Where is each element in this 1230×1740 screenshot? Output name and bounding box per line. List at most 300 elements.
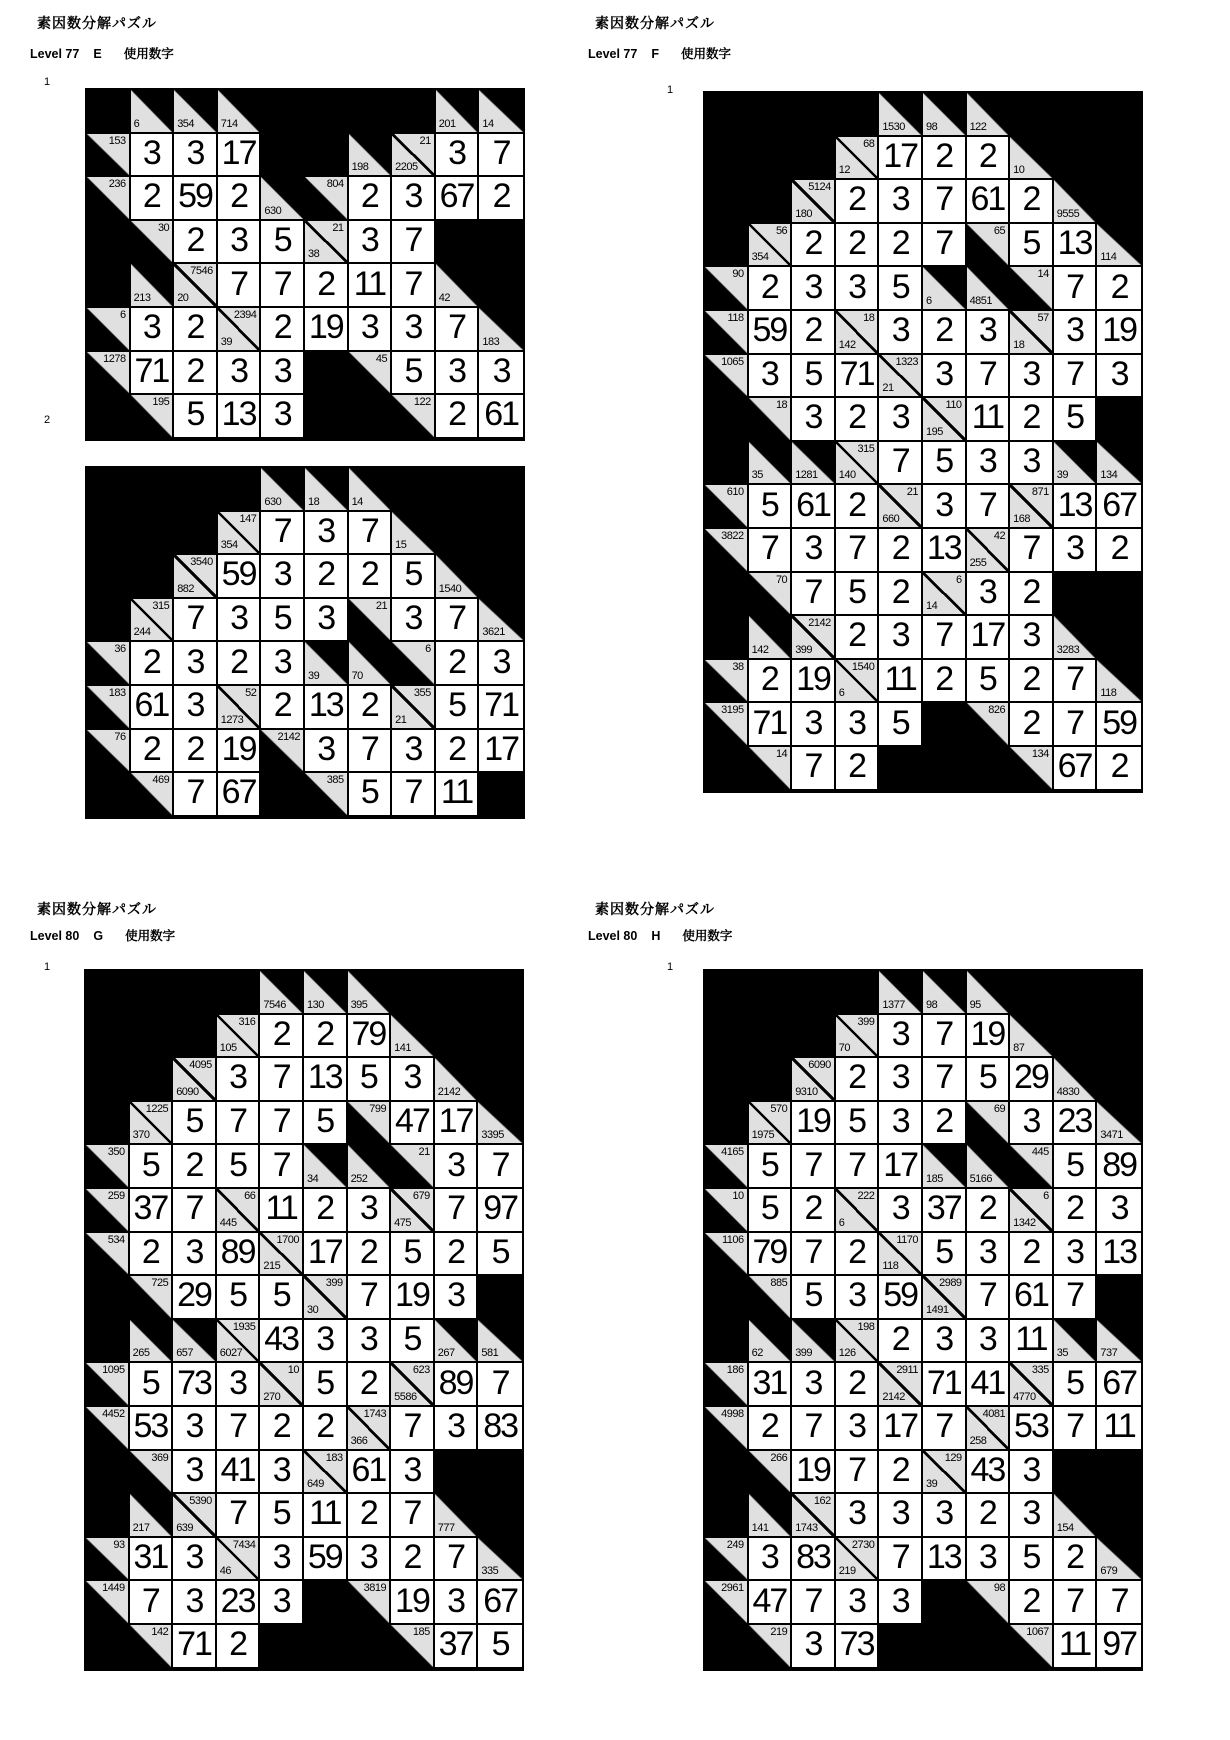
answer-cell [1010, 1102, 1054, 1146]
down-product-clue: 87 [1013, 1042, 1025, 1055]
answer-cell [792, 355, 836, 399]
clue-cell [923, 93, 967, 137]
clue-cell [391, 1363, 435, 1407]
answer-cell [836, 355, 880, 399]
answer-cell [173, 1538, 217, 1582]
answer-value: 3 [804, 703, 822, 742]
down-product-clue: 1975 [751, 1129, 775, 1142]
across-product-clue: 21 [418, 1146, 430, 1159]
answer-cell [967, 1189, 1011, 1233]
black-cell [86, 1451, 130, 1495]
answer-value: 3 [1022, 1494, 1040, 1533]
answer-cell [1054, 398, 1098, 442]
black-cell [87, 90, 131, 134]
clue-cell [705, 1233, 749, 1277]
answer-cell [436, 773, 480, 817]
answer-value: 3 [492, 351, 510, 390]
answer-cell [1097, 267, 1141, 311]
answer-cell [1097, 355, 1141, 399]
answer-cell [923, 311, 967, 355]
answer-value: 7 [804, 1581, 822, 1620]
answer-cell [879, 1102, 923, 1146]
black-cell [260, 1625, 304, 1669]
clue-cell [435, 1058, 479, 1102]
answer-cell [879, 311, 923, 355]
answer-value: 7 [1110, 1581, 1128, 1620]
black-cell [792, 137, 836, 181]
answer-value: 5 [404, 555, 422, 594]
answer-cell [305, 555, 349, 599]
clue-cell [749, 747, 793, 791]
answer-cell [967, 442, 1011, 486]
clue-cell [87, 308, 131, 352]
answer-cell [967, 1320, 1011, 1364]
answer-value: 3 [848, 267, 866, 306]
answer-value: 5 [229, 1276, 247, 1315]
black-cell [86, 1494, 130, 1538]
down-product-clue: 255 [969, 556, 987, 569]
across-product-clue: 335 [1031, 1364, 1049, 1377]
answer-cell [174, 134, 218, 178]
answer-value: 3 [142, 308, 160, 347]
across-product-clue: 219 [770, 1625, 788, 1638]
answer-cell [304, 1015, 348, 1059]
answer-value: 2 [804, 224, 822, 263]
down-product-clue: 38 [307, 248, 320, 261]
black-cell [1054, 971, 1098, 1015]
puzzle-grid-g [84, 969, 524, 1671]
answer-value: 7 [848, 529, 866, 568]
answer-cell [1054, 1363, 1098, 1407]
answer-value: 97 [483, 1189, 518, 1228]
answer-value: 2 [448, 729, 465, 768]
answer-value: 3 [273, 395, 291, 434]
answer-cell [217, 1451, 261, 1495]
across-product-clue: 122 [413, 396, 431, 409]
answer-value: 3 [230, 351, 248, 390]
answer-value: 2 [141, 1232, 159, 1271]
answer-cell [923, 1407, 967, 1451]
black-cell [86, 1320, 130, 1364]
clue-cell [130, 1625, 174, 1669]
clue-cell [479, 308, 523, 352]
clue-cell [391, 1625, 435, 1669]
answer-value: 3 [935, 354, 953, 393]
clue-cell [392, 686, 436, 730]
answer-value: 3 [978, 1232, 996, 1271]
answer-cell [304, 1407, 348, 1451]
answer-value: 3 [272, 1450, 290, 1489]
black-cell [86, 1276, 130, 1320]
answer-cell [967, 1494, 1011, 1538]
answer-value: 67 [483, 1581, 518, 1620]
answer-cell [478, 1625, 522, 1669]
down-product-clue: 737 [1100, 1347, 1118, 1360]
answer-cell [923, 1320, 967, 1364]
clue-cell [749, 1320, 793, 1364]
down-product-clue: 258 [969, 1434, 987, 1447]
answer-cell [218, 221, 262, 265]
answer-value: 7 [141, 1581, 159, 1620]
down-product-clue: 154 [1056, 1521, 1074, 1534]
black-cell [130, 1015, 174, 1059]
answer-value: 3 [448, 133, 465, 172]
down-product-clue: 3471 [1100, 1129, 1123, 1142]
across-product-clue: 3540 [190, 556, 213, 569]
answer-value: 3 [447, 1145, 464, 1184]
answer-value: 5 [760, 485, 778, 524]
down-product-clue: 126 [838, 1347, 856, 1360]
across-product-clue: 725 [151, 1277, 169, 1290]
answer-cell [836, 1363, 880, 1407]
answer-cell [131, 642, 175, 686]
answer-cell [436, 395, 480, 439]
across-product-clue: 1106 [721, 1233, 744, 1246]
answer-value: 2 [142, 642, 160, 681]
across-product-clue: 2142 [277, 730, 300, 743]
across-product-clue: 885 [770, 1277, 788, 1290]
across-product-clue: 65 [993, 224, 1006, 237]
answer-cell [435, 1233, 479, 1277]
black-cell [1097, 1494, 1141, 1538]
black-cell [130, 1058, 174, 1102]
clue-cell [923, 398, 967, 442]
answer-cell [1010, 1494, 1054, 1538]
section-subtitle [30, 926, 175, 944]
down-product-clue: 6 [925, 294, 932, 307]
clue-cell [705, 1189, 749, 1233]
answer-value: 7 [935, 1014, 953, 1053]
black-cell [261, 134, 305, 178]
down-product-clue: 30 [306, 1303, 319, 1316]
across-product-clue: 6 [1043, 1189, 1049, 1202]
answer-cell [478, 1363, 522, 1407]
answer-cell [1097, 311, 1141, 355]
answer-cell [1097, 1233, 1141, 1277]
across-product-clue: 6 [955, 573, 962, 586]
across-product-clue: 1935 [232, 1320, 256, 1333]
black-cell [479, 512, 523, 556]
answer-cell [923, 1058, 967, 1102]
answer-value: 3 [891, 311, 909, 350]
answer-value: 5 [978, 660, 996, 699]
answer-cell [792, 1538, 836, 1582]
answer-cell [1054, 1625, 1098, 1669]
answer-value: 67 [1057, 747, 1092, 786]
answer-cell [218, 395, 262, 439]
answer-cell [749, 267, 793, 311]
answer-value: 19 [1102, 311, 1137, 350]
answer-cell [305, 308, 349, 352]
answer-cell [173, 1451, 217, 1495]
across-product-clue: 399 [857, 1015, 875, 1028]
answer-value: 19 [308, 308, 343, 347]
answer-cell [749, 1581, 793, 1625]
down-product-clue: 39 [307, 669, 320, 682]
answer-cell [749, 355, 793, 399]
answer-cell [836, 1145, 880, 1189]
black-cell [792, 93, 836, 137]
down-product-clue: 270 [263, 1390, 281, 1403]
answer-value: 11 [884, 660, 916, 699]
clue-cell [1097, 660, 1141, 704]
answer-value: 19 [395, 1276, 429, 1315]
answer-cell [130, 1581, 174, 1625]
down-product-clue: 639 [176, 1521, 194, 1534]
answer-cell [967, 1538, 1011, 1582]
answer-value: 5 [403, 1320, 421, 1359]
clue-cell [348, 1581, 392, 1625]
answer-cell [1097, 1625, 1141, 1669]
clue-cell [705, 311, 749, 355]
answer-cell [218, 773, 262, 817]
clue-cell [705, 355, 749, 399]
answer-value: 3 [316, 1320, 334, 1359]
answer-cell [923, 1015, 967, 1059]
answer-value: 13 [1057, 485, 1092, 524]
answer-value: 11 [353, 264, 385, 303]
answer-cell [1054, 485, 1098, 529]
answer-cell [836, 267, 880, 311]
black-cell [705, 1058, 749, 1102]
answer-cell [305, 512, 349, 556]
clue-cell [478, 1538, 522, 1582]
clue-cell [260, 971, 304, 1015]
clue-cell [879, 355, 923, 399]
black-cell [479, 221, 523, 265]
down-product-clue: 95 [969, 998, 981, 1011]
answer-value: 13 [308, 686, 343, 725]
puzzle-number: 2 [44, 414, 51, 426]
answer-cell [1010, 1451, 1054, 1495]
answer-cell [304, 1494, 348, 1538]
answer-value: 2 [848, 747, 866, 786]
answer-cell [1054, 1189, 1098, 1233]
answer-cell [392, 177, 436, 221]
answer-value: 7 [448, 308, 465, 347]
answer-value: 5 [185, 1102, 203, 1141]
clue-cell [173, 1058, 217, 1102]
black-cell [305, 395, 349, 439]
answer-value: 2 [317, 264, 335, 303]
down-product-clue: 649 [306, 1478, 324, 1491]
answer-value: 7 [1066, 1581, 1083, 1620]
answer-cell [479, 134, 523, 178]
answer-cell [923, 1233, 967, 1277]
across-product-clue: 316 [238, 1015, 256, 1028]
across-product-clue: 679 [412, 1189, 430, 1202]
answer-cell [260, 1451, 304, 1495]
answer-cell [1010, 398, 1054, 442]
black-cell [86, 971, 130, 1015]
across-product-clue: 315 [857, 442, 875, 455]
black-cell [435, 1015, 479, 1059]
answer-cell [349, 221, 393, 265]
answer-value: 7 [403, 1494, 421, 1533]
clue-cell [218, 90, 262, 134]
answer-cell [1097, 1407, 1141, 1451]
answer-value: 83 [796, 1538, 830, 1577]
answer-value: 67 [221, 773, 256, 812]
answer-value: 7 [404, 773, 422, 812]
across-product-clue: 7546 [190, 265, 213, 278]
down-product-clue: 6 [133, 117, 140, 130]
clue-cell [705, 1145, 749, 1189]
black-cell [705, 180, 749, 224]
black-cell [749, 93, 793, 137]
answer-value: 7 [360, 729, 378, 768]
answer-cell [967, 355, 1011, 399]
answer-value: 2 [359, 1494, 377, 1533]
answer-cell [792, 1145, 836, 1189]
answer-cell [173, 1625, 217, 1669]
puzzle-number: 1 [44, 961, 51, 973]
across-product-clue: 93 [113, 1538, 125, 1551]
across-product-clue: 90 [732, 268, 744, 281]
clue-cell [1097, 442, 1141, 486]
answer-value: 2 [804, 1189, 822, 1228]
down-product-clue: 354 [177, 117, 195, 130]
across-product-clue: 69 [993, 1102, 1006, 1115]
black-cell [705, 137, 749, 181]
answer-cell [836, 1276, 880, 1320]
black-cell [392, 90, 436, 134]
answer-cell [260, 1494, 304, 1538]
clue-cell [87, 686, 131, 730]
answer-value: 2 [935, 311, 953, 350]
black-cell [261, 90, 305, 134]
answer-value: 3 [185, 1538, 203, 1577]
down-product-clue: 335 [481, 1565, 499, 1578]
answer-value: 3 [230, 221, 248, 260]
answer-value: 5 [186, 395, 204, 434]
answer-cell [923, 137, 967, 181]
answer-cell [1054, 703, 1098, 747]
answer-value: 17 [484, 729, 519, 768]
clue-cell [1054, 180, 1098, 224]
clue-cell [391, 1145, 435, 1189]
answer-value: 3 [978, 1538, 996, 1577]
across-product-clue: 198 [857, 1320, 875, 1333]
answer-cell [792, 1581, 836, 1625]
answer-cell [1010, 355, 1054, 399]
clue-cell [131, 264, 175, 308]
answer-cell [967, 660, 1011, 704]
answer-value: 7 [229, 1494, 247, 1533]
across-product-clue: 445 [1031, 1146, 1049, 1159]
answer-value: 2 [848, 1232, 866, 1271]
answer-value: 13 [1102, 1232, 1137, 1271]
clue-cell [478, 1102, 522, 1146]
answer-value: 2 [185, 1145, 203, 1184]
across-product-clue: 6 [425, 643, 431, 656]
black-cell [173, 971, 217, 1015]
answer-value: 11 [1103, 1407, 1135, 1446]
black-cell [1097, 971, 1141, 1015]
answer-cell [1097, 485, 1141, 529]
down-product-clue: 252 [350, 1172, 368, 1185]
black-cell [479, 773, 523, 817]
answer-value: 5 [272, 1276, 290, 1315]
answer-cell [261, 308, 305, 352]
across-product-clue: 399 [325, 1277, 343, 1290]
black-cell [174, 512, 218, 556]
black-cell [86, 1015, 130, 1059]
answer-cell [173, 1581, 217, 1625]
answer-cell [836, 703, 880, 747]
across-product-clue: 36 [114, 643, 126, 656]
across-product-clue: 222 [857, 1189, 875, 1202]
across-product-clue: 1540 [851, 660, 875, 673]
answer-cell [967, 180, 1011, 224]
black-cell [478, 1015, 522, 1059]
answer-cell [305, 730, 349, 774]
answer-value: 3 [448, 351, 465, 390]
across-product-clue: 18 [775, 399, 788, 412]
answer-value: 11 [265, 1189, 297, 1228]
answer-value: 7 [272, 1058, 290, 1097]
answer-cell [436, 686, 480, 730]
answer-value: 5 [1066, 398, 1083, 437]
clue-cell [836, 311, 880, 355]
down-product-clue: 265 [132, 1347, 150, 1360]
clue-cell [879, 93, 923, 137]
answer-value: 11 [1058, 1625, 1091, 1664]
answer-cell [879, 1145, 923, 1189]
answer-cell [348, 1494, 392, 1538]
clue-cell [130, 1276, 174, 1320]
answer-cell [792, 398, 836, 442]
answer-value: 7 [185, 1189, 203, 1228]
down-product-clue: 1540 [438, 582, 462, 595]
answer-cell [173, 1102, 217, 1146]
clue-cell [836, 442, 880, 486]
black-cell [87, 468, 131, 512]
answer-value: 2 [935, 660, 953, 699]
answer-value: 3 [404, 599, 422, 638]
answer-value: 3 [359, 1538, 377, 1577]
across-product-clue: 70 [775, 573, 788, 586]
black-cell [836, 93, 880, 137]
answer-value: 3 [273, 351, 291, 390]
across-product-clue: 21 [332, 221, 344, 234]
answer-cell [792, 1189, 836, 1233]
black-cell [1054, 93, 1098, 137]
answer-cell [1010, 1320, 1054, 1364]
clue-cell [967, 1145, 1011, 1189]
clue-cell [436, 264, 480, 308]
answer-cell [261, 555, 305, 599]
level-label: Level 80 [588, 929, 638, 943]
answer-cell [304, 1320, 348, 1364]
clue-cell [749, 1276, 793, 1320]
answer-cell [1010, 180, 1054, 224]
down-product-clue: 445 [219, 1216, 237, 1229]
down-product-clue: 35 [1056, 1347, 1068, 1360]
clue-cell [86, 1363, 130, 1407]
across-product-clue: 21 [419, 134, 431, 147]
down-product-clue: 183 [482, 335, 500, 348]
answer-value: 7 [229, 1102, 247, 1141]
answer-cell [749, 1538, 793, 1582]
clue-cell [1010, 1625, 1054, 1669]
across-product-clue: 6 [119, 308, 126, 321]
answer-value: 7 [978, 485, 996, 524]
section-subtitle [30, 44, 174, 62]
down-product-clue: 244 [133, 626, 151, 639]
answer-cell [792, 485, 836, 529]
answer-value: 2 [1110, 529, 1128, 568]
